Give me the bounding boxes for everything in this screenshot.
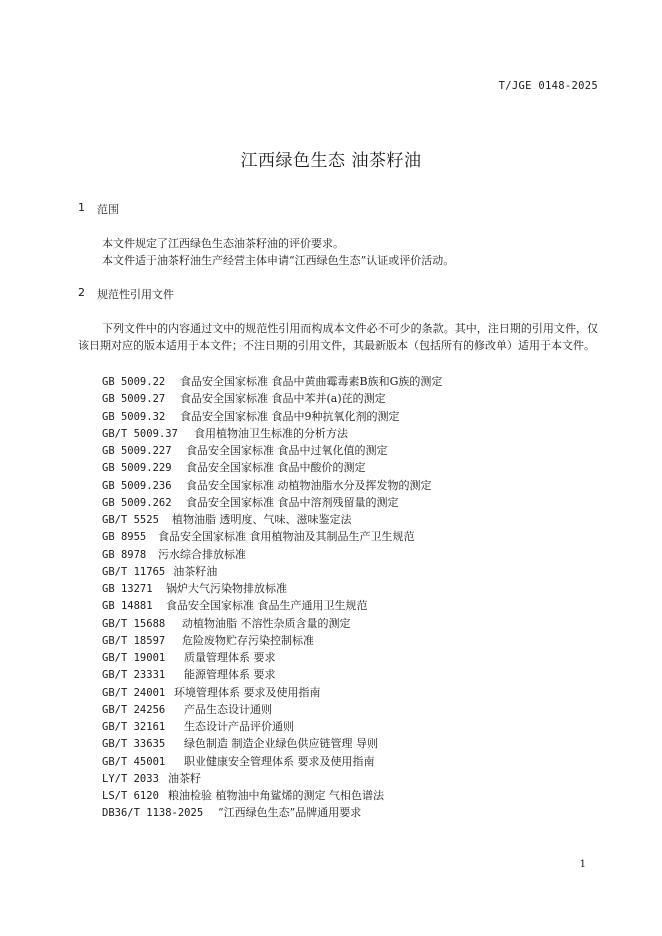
reference-item [102,425,442,442]
reference-item [102,408,442,425]
reference-code: GB/T 33635 [102,738,166,751]
reference-item [102,511,442,528]
section-1-title: 范围 [97,203,119,216]
reference-code: GB 5009.22 [102,376,166,388]
standard-code: T/JGE 0148-2025 [498,80,598,92]
reference-title: 危险废物贮存污染控制标准 [182,633,314,647]
reference-title: “江西绿色生态”品牌通用要求 [218,806,362,820]
reference-code: GB/T 18597 [102,634,166,647]
reference-code: GB 5009.229 [102,462,172,475]
reference-item [102,597,442,614]
section-1-heading [78,201,119,217]
document-title: 江西绿色生态 油茶籽油 [240,151,422,171]
reference-title: 环境管理体系 要求及使用指南 [174,685,321,699]
reference-title: 食品安全国家标准 食用植物油及其制品生产卫生规范 [158,530,415,544]
reference-list [102,373,442,822]
section-2-title: 规范性引用文件 [97,288,174,301]
reference-title: 食品安全国家标准 食品中酸价的测定 [186,461,366,475]
reference-code: GB/T 23331 [102,669,166,682]
scope-paragraph-2: 本文件适于油茶籽油生产经营主体申请“江西绿色生态”认证或评价活动。 [102,254,455,267]
reference-item [102,666,442,683]
reference-item [102,477,442,494]
reference-code: GB/T 15688 [102,617,166,630]
reference-title: 食品安全国家标准 食品中过氧化值的测定 [186,444,388,457]
reference-code: GB 5009.262 [102,496,172,509]
section-2-heading [78,286,174,302]
reference-item [102,753,442,770]
reference-code: GB/T 11765 [102,565,166,578]
reference-code: GB/T 32161 [102,721,166,733]
reference-item [102,632,442,649]
reference-item [102,494,442,511]
reference-item [102,580,442,597]
reference-item [102,735,442,752]
reference-code: GB/T 5525 [102,514,159,526]
reference-title: 植物油脂 透明度、气味、滋味鉴定法 [172,513,352,526]
reference-code: GB 5009.236 [102,479,172,492]
reference-title: 食用植物油卫生标准的分析方法 [194,426,348,440]
reference-code: GB/T 24256 [102,703,166,716]
reference-title: 锅炉大气污染物排放标准 [166,582,287,595]
reference-title: 食品安全国家标准 动植物油脂水分及挥发物的测定 [186,478,432,492]
reference-code: GB/T 5009.37 [102,427,178,440]
reference-title: 食品安全国家标准 食品中溶剂残留量的测定 [186,495,399,509]
references-intro: 下列文件中的内容通过文中的规范性引用而构成本文件必不可少的条款。其中，注日期的引用文件，仅该日期对应的版本适用于本文件；不注日期的引用文件，其最新版本（包括所有的修改单）适用于本文件。 [78,322,598,352]
scope-paragraph-1: 本文件规定了江西绿色生态油茶籽油的评价要求。 [102,237,344,250]
reference-item [102,804,442,821]
reference-title: 动植物油脂 不溶性杂质含量的测定 [182,616,351,630]
reference-item [102,546,442,563]
reference-title: 食品安全国家标准 食品生产通用卫生规范 [166,599,368,613]
reference-item [102,787,442,804]
reference-code: LS/T 6120 [102,790,159,802]
reference-item [102,684,442,701]
reference-item [102,373,442,390]
reference-code: GB/T 19001 [102,652,166,664]
section-2-number: 2 [78,286,85,299]
reference-title: 食品安全国家标准 食品中9种抗氧化剂的测定 [180,409,400,423]
reference-title: 污水综合排放标准 [158,547,246,561]
reference-item [102,649,442,666]
reference-item [102,718,442,735]
reference-item [102,442,442,459]
reference-title: 绿色制造 制造企业绿色供应链管理 导则 [184,737,378,751]
reference-code: GB/T 24001 [102,686,166,699]
reference-item [102,390,442,407]
reference-item [102,615,442,632]
reference-title: 食品安全国家标准 食品中黄曲霉毒素B族和G族的测定 [180,375,443,388]
page-number: 1 [579,859,586,870]
reference-code: GB/T 45001 [102,755,166,768]
reference-item [102,459,442,476]
reference-code: GB 13271 [102,583,153,595]
reference-item [102,701,442,718]
reference-code: GB 5009.27 [102,393,166,406]
reference-code: LY/T 2033 [102,772,159,785]
reference-code: GB 5009.32 [102,410,166,423]
reference-title: 能源管理体系 要求 [184,668,276,682]
section-1-number: 1 [78,201,85,214]
reference-code: GB 8978 [102,548,147,561]
reference-code: GB 5009.227 [102,445,172,457]
reference-code: GB 8955 [102,531,147,544]
reference-item [102,563,442,580]
reference-title: 产品生态设计通则 [184,702,272,716]
reference-item [102,528,442,545]
reference-title: 食品安全国家标准 食品中苯并(a)芘的测定 [180,392,386,406]
reference-title: 油茶籽油 [173,564,218,578]
reference-item [102,770,442,787]
reference-title: 职业健康安全管理体系 要求及使用指南 [184,754,375,768]
reference-title: 油茶籽 [168,771,201,785]
reference-code: DB36/T 1138-2025 [102,807,204,820]
reference-title: 质量管理体系 要求 [184,651,276,664]
reference-code: GB 14881 [102,600,153,613]
reference-title: 粮油检验 植物油中角鲨烯的测定 气相色谱法 [168,789,384,802]
reference-title: 生态设计产品评价通则 [184,720,294,733]
